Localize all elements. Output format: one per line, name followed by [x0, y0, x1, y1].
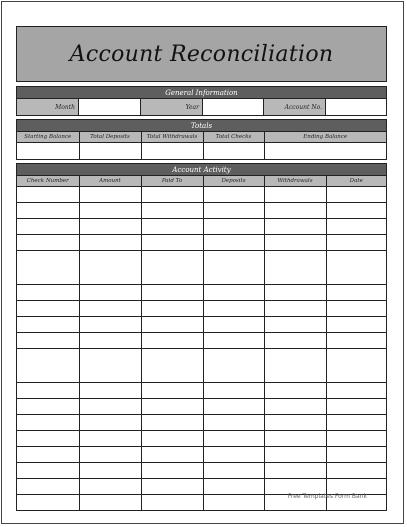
check-number-cell[interactable]: [17, 186, 79, 202]
deposits-cell[interactable]: [203, 284, 264, 300]
amount-cell[interactable]: [79, 494, 141, 510]
check-number-cell[interactable]: [17, 494, 79, 510]
table-row: [17, 284, 386, 300]
check-number-header: Check Number: [17, 176, 79, 186]
amount-cell[interactable]: [79, 446, 141, 462]
table-row: [17, 382, 386, 398]
date-cell[interactable]: [326, 414, 386, 430]
paid-to-header: Paid To: [141, 176, 203, 186]
amount-cell[interactable]: [79, 398, 141, 414]
paid-to-cell[interactable]: [141, 250, 203, 284]
withdrawals-cell[interactable]: [264, 218, 326, 234]
deposits-cell[interactable]: [203, 300, 264, 316]
total-checks-cell[interactable]: [203, 142, 264, 159]
date-cell[interactable]: [326, 446, 386, 462]
totals-table: [17, 132, 386, 159]
amount-cell[interactable]: [79, 332, 141, 348]
date-cell[interactable]: [326, 478, 386, 494]
paid-to-cell[interactable]: [141, 494, 203, 510]
deposits-cell[interactable]: [203, 462, 264, 478]
amount-cell[interactable]: [79, 186, 141, 202]
withdrawals-cell[interactable]: [264, 430, 326, 446]
date-cell[interactable]: [326, 300, 386, 316]
amount-cell[interactable]: [79, 462, 141, 478]
amount-cell[interactable]: [79, 430, 141, 446]
table-row: [17, 186, 386, 202]
starting-balance-header: Starting Balance: [17, 132, 79, 142]
table-row: [17, 398, 386, 414]
withdrawals-cell[interactable]: [264, 446, 326, 462]
deposits-cell[interactable]: [203, 382, 264, 398]
paid-to-cell[interactable]: [141, 382, 203, 398]
date-cell[interactable]: [326, 348, 386, 382]
table-row: [17, 300, 386, 316]
totals-section: [16, 119, 387, 160]
page: [1, 1, 404, 524]
paid-to-cell[interactable]: [141, 348, 203, 382]
paid-to-cell[interactable]: [141, 446, 203, 462]
table-row: [17, 462, 386, 478]
date-cell[interactable]: [326, 462, 386, 478]
account-activity-rows: [17, 186, 386, 510]
withdrawals-cell[interactable]: [264, 202, 326, 218]
paid-to-cell[interactable]: [141, 414, 203, 430]
page-title: Account Reconciliation: [69, 41, 334, 67]
withdrawals-cell[interactable]: [264, 316, 326, 332]
check-number-cell[interactable]: [17, 250, 79, 284]
deposits-cell[interactable]: [203, 348, 264, 382]
date-cell[interactable]: [326, 332, 386, 348]
check-number-cell[interactable]: [17, 316, 79, 332]
deposits-cell[interactable]: [203, 202, 264, 218]
date-header: Date: [326, 176, 386, 186]
check-number-cell[interactable]: [17, 478, 79, 494]
deposits-cell[interactable]: [203, 234, 264, 250]
table-row: [17, 218, 386, 234]
general-information-header: General Information: [17, 87, 386, 99]
withdrawals-header: Withdrawals: [264, 176, 326, 186]
ending-balance-cell[interactable]: [264, 142, 386, 159]
withdrawals-cell[interactable]: [264, 382, 326, 398]
paid-to-cell[interactable]: [141, 234, 203, 250]
date-cell[interactable]: [326, 430, 386, 446]
withdrawals-cell[interactable]: [264, 300, 326, 316]
paid-to-cell[interactable]: [141, 462, 203, 478]
check-number-cell[interactable]: [17, 234, 79, 250]
general-information-row: [17, 99, 386, 115]
deposits-cell[interactable]: [203, 414, 264, 430]
date-cell[interactable]: [326, 202, 386, 218]
deposits-cell[interactable]: [203, 218, 264, 234]
amount-cell[interactable]: [79, 348, 141, 382]
table-row: [17, 202, 386, 218]
account-no-field[interactable]: [326, 99, 386, 115]
general-information-section: [16, 86, 387, 116]
paid-to-cell[interactable]: [141, 398, 203, 414]
withdrawals-cell[interactable]: [264, 284, 326, 300]
deposits-header: Deposits: [203, 176, 264, 186]
date-cell[interactable]: [326, 250, 386, 284]
paid-to-cell[interactable]: [141, 202, 203, 218]
deposits-cell[interactable]: [203, 250, 264, 284]
date-cell[interactable]: [326, 398, 386, 414]
amount-cell[interactable]: [79, 414, 141, 430]
check-number-cell[interactable]: [17, 300, 79, 316]
paid-to-cell[interactable]: [141, 300, 203, 316]
date-cell[interactable]: [326, 234, 386, 250]
check-number-cell[interactable]: [17, 202, 79, 218]
deposits-cell[interactable]: [203, 430, 264, 446]
year-label: Year: [141, 99, 203, 115]
paid-to-cell[interactable]: [141, 332, 203, 348]
paid-to-cell[interactable]: [141, 284, 203, 300]
total-withdrawals-header: Total Withdrawals: [141, 132, 203, 142]
total-deposits-header: Total Deposits: [79, 132, 141, 142]
amount-cell[interactable]: [79, 202, 141, 218]
table-row: [17, 250, 386, 284]
withdrawals-cell[interactable]: [264, 414, 326, 430]
deposits-cell[interactable]: [203, 332, 264, 348]
withdrawals-cell[interactable]: [264, 234, 326, 250]
ending-balance-header: Ending Balance: [264, 132, 386, 142]
amount-header: Amount: [79, 176, 141, 186]
title-banner: [16, 26, 387, 82]
table-row: [17, 446, 386, 462]
amount-cell[interactable]: [79, 478, 141, 494]
withdrawals-cell[interactable]: [264, 462, 326, 478]
check-number-cell[interactable]: [17, 414, 79, 430]
check-number-cell[interactable]: [17, 398, 79, 414]
table-row: [17, 316, 386, 332]
deposits-cell[interactable]: [203, 398, 264, 414]
paid-to-cell[interactable]: [141, 218, 203, 234]
account-activity-section: [16, 163, 387, 511]
check-number-cell[interactable]: [17, 332, 79, 348]
total-withdrawals-cell[interactable]: [141, 142, 203, 159]
date-cell[interactable]: [326, 186, 386, 202]
check-number-cell[interactable]: [17, 430, 79, 446]
deposits-cell[interactable]: [203, 478, 264, 494]
table-row: [17, 430, 386, 446]
deposits-cell[interactable]: [203, 316, 264, 332]
amount-cell[interactable]: [79, 284, 141, 300]
check-number-cell[interactable]: [17, 218, 79, 234]
date-cell[interactable]: [326, 316, 386, 332]
account-activity-table: [17, 176, 386, 510]
deposits-cell[interactable]: [203, 186, 264, 202]
table-row: [17, 348, 386, 382]
check-number-cell[interactable]: [17, 446, 79, 462]
table-row: [17, 332, 386, 348]
table-row: [17, 234, 386, 250]
withdrawals-cell[interactable]: [264, 250, 326, 284]
total-deposits-cell[interactable]: [79, 142, 141, 159]
check-number-cell[interactable]: [17, 382, 79, 398]
footer-credit: Free Templates Form Bank: [287, 493, 367, 500]
withdrawals-cell[interactable]: [264, 186, 326, 202]
check-number-cell[interactable]: [17, 348, 79, 382]
withdrawals-cell[interactable]: [264, 398, 326, 414]
year-field[interactable]: [203, 99, 264, 115]
account-activity-header: Account Activity: [17, 164, 386, 176]
date-cell[interactable]: [326, 218, 386, 234]
amount-cell[interactable]: [79, 234, 141, 250]
date-cell[interactable]: [326, 284, 386, 300]
table-row: [17, 478, 386, 494]
date-cell[interactable]: [326, 382, 386, 398]
check-number-cell[interactable]: [17, 284, 79, 300]
table-row: [17, 414, 386, 430]
starting-balance-cell[interactable]: [17, 142, 79, 159]
amount-cell[interactable]: [79, 250, 141, 284]
paid-to-cell[interactable]: [141, 430, 203, 446]
check-number-cell[interactable]: [17, 462, 79, 478]
paid-to-cell[interactable]: [141, 186, 203, 202]
withdrawals-cell[interactable]: [264, 348, 326, 382]
amount-cell[interactable]: [79, 300, 141, 316]
total-checks-header: Total Checks: [203, 132, 264, 142]
deposits-cell[interactable]: [203, 446, 264, 462]
paid-to-cell[interactable]: [141, 478, 203, 494]
amount-cell[interactable]: [79, 218, 141, 234]
month-label: Month: [17, 99, 79, 115]
totals-header: Totals: [17, 120, 386, 132]
deposits-cell[interactable]: [203, 494, 264, 510]
withdrawals-cell[interactable]: [264, 478, 326, 494]
withdrawals-cell[interactable]: [264, 332, 326, 348]
account-no-label: Account No.: [264, 99, 326, 115]
paid-to-cell[interactable]: [141, 316, 203, 332]
amount-cell[interactable]: [79, 316, 141, 332]
amount-cell[interactable]: [79, 382, 141, 398]
month-field[interactable]: [79, 99, 141, 115]
